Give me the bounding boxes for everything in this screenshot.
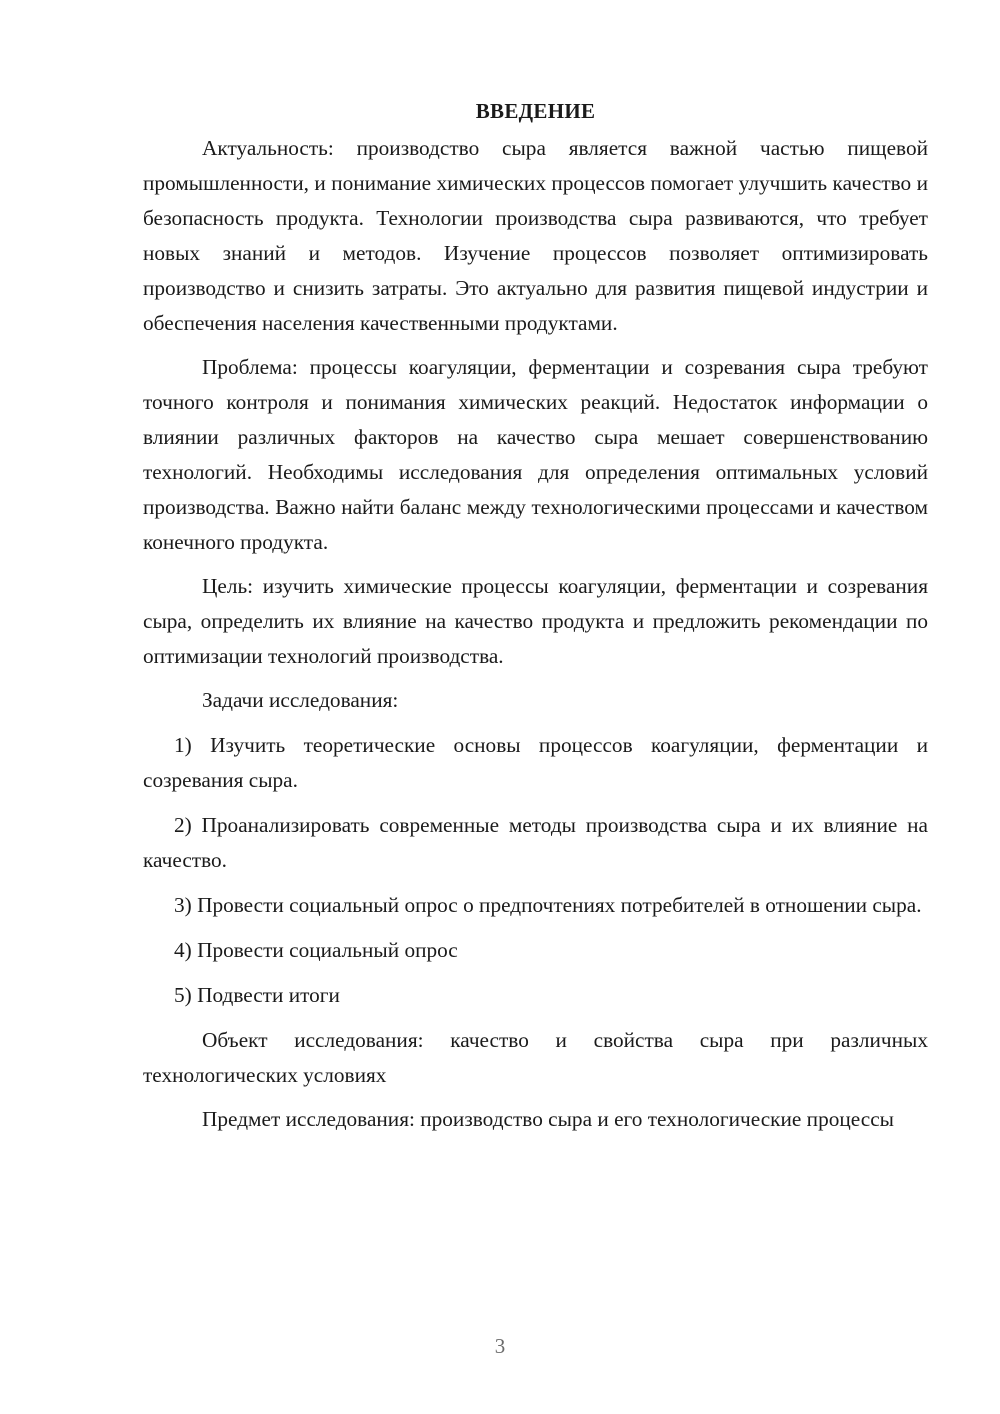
task-item-5: 5) Подвести итоги: [174, 983, 340, 1007]
page-body: [143, 95, 928, 1146]
task-item-1: 1) Изучить теоретические основы процессов коагуляции, ферментации и созревания сыра.: [143, 733, 928, 792]
relevance-paragraph: Актуальность: производство сыра является важной частью пищевой промышленности, и понимание химических процессов помогает улучшить качество и безопасность продукта. Технологии производства сыра развиваются, что требует новых знаний и методов. Изучение процессов позволяет оптимизировать производство и снизить затраты. Это актуально для развития пищевой индустрии и обеспечения населения качественными продуктами.: [143, 136, 928, 335]
page-title: ВВЕДЕНИЕ: [475, 99, 596, 123]
object-paragraph: Объект исследования: качество и свойства сыра при различных технологических условиях: [143, 1028, 928, 1087]
task-item-3: 3) Провести социальный опрос о предпочтениях потребителей в отношении сыра.: [174, 893, 922, 917]
goal-paragraph: Цель: изучить химические процессы коагуляции, ферментации и созревания сыра, определить их влияние на качество продукта и предложить рекомендации по оптимизации технологий производства.: [143, 574, 928, 668]
subject-paragraph: Предмет исследования: производство сыра и его технологические процессы: [202, 1107, 894, 1131]
task-item-4: 4) Провести социальный опрос: [174, 938, 458, 962]
problem-paragraph: Проблема: процессы коагуляции, ферментации и созревания сыра требуют точного контроля и понимания химических реакций. Недостаток информации о влиянии различных факторов на качество сыра мешает совершенствованию технологий. Необходимы исследования для определения оптимальных условий производства. Важно найти баланс между технологическими процессами и качеством конечного продукта.: [143, 355, 928, 554]
page-number: 3: [494, 1334, 506, 1358]
tasks-heading: Задачи исследования:: [202, 688, 399, 712]
task-item-2: 2) Проанализировать современные методы производства сыра и их влияние на качество.: [143, 813, 928, 872]
